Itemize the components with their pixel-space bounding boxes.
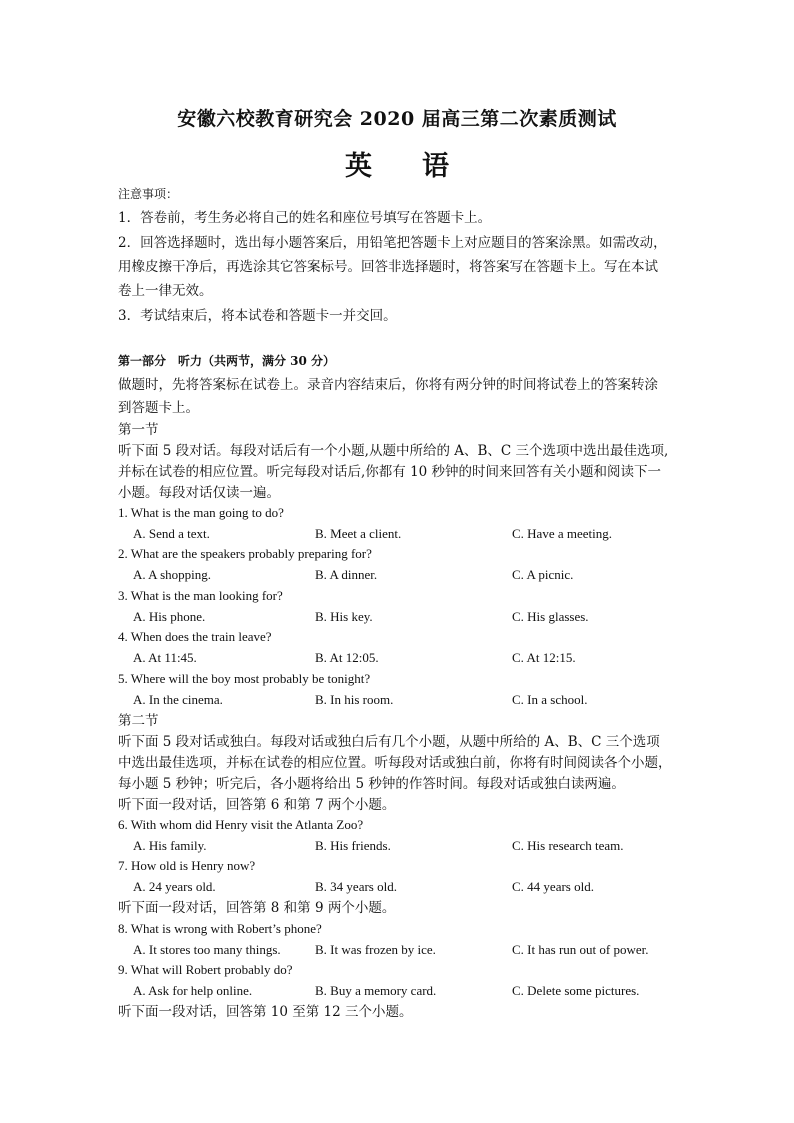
option-a: A. At 11:45. — [133, 650, 197, 665]
option-a: A. A shopping. — [133, 567, 212, 582]
section2-heading: 第二节 — [118, 713, 159, 729]
question-stem: 4. When does the train leave? — [118, 629, 272, 644]
section2-instructions: 听下面 5 段对话或独白。每段对话或独白后有几个小题，从题中所给的 A、B、C 三个选项 — [118, 734, 660, 750]
option-c: C. His research team. — [512, 838, 624, 853]
option-b: B. Buy a memory card. — [315, 983, 437, 998]
option-b: B. His key. — [315, 609, 373, 624]
note-item: 3．考试结束后，将本试卷和答题卡一并交回。 — [118, 308, 397, 324]
note-item: 2．回答选择题时，选出每小题答案后，用铅笔把答题卡上对应题目的答案涂黑。如需改动， — [118, 235, 667, 251]
dialog-instruction: 听下面一段对话，回答第 10 至第 12 三个小题。 — [118, 1004, 413, 1020]
option-a: A. His phone. — [133, 609, 206, 624]
dialog-instruction: 听下面一段对话，回答第 6 和第 7 两个小题。 — [118, 797, 396, 813]
section2-instructions: 中选出最佳选项，并标在试卷的相应位置。听每段对话或独白前，你将有时间阅读各个小题， — [118, 755, 672, 771]
option-a: A. It stores too many things. — [133, 942, 281, 957]
section2-instructions: 每小题 5 秒钟；听完后，各小题将给出 5 秒钟的作答时间。每段对话或独白读两遍。 — [118, 776, 625, 792]
note-item: 用橡皮擦干净后，再选涂其它答案标号。回答非选择题时，将答案写在答题卡上。写在本试 — [118, 259, 658, 275]
option-a: A. Ask for help online. — [133, 983, 253, 998]
option-c: C. A picnic. — [512, 567, 574, 582]
question-stem: 5. Where will the boy most probably be tonight? — [118, 671, 371, 686]
option-c: C. Have a meeting. — [512, 526, 612, 541]
option-c: C. Delete some pictures. — [512, 983, 640, 998]
option-b: B. A dinner. — [315, 567, 378, 582]
question-stem: 8. What is wrong with Robert’s phone? — [118, 921, 322, 936]
option-c: C. 44 years old. — [512, 879, 594, 894]
section1-heading: 第一节 — [118, 422, 159, 438]
question-stem: 1. What is the man going to do? — [118, 505, 284, 520]
option-b: B. In his room. — [315, 692, 394, 707]
dialog-instruction: 听下面一段对话，回答第 8 和第 9 两个小题。 — [118, 900, 396, 916]
part1-intro: 做题时，先将答案标在试卷上。录音内容结束后，你将有两分钟的时间将试卷上的答案转涂 — [118, 377, 658, 393]
section1-instructions: 并标在试卷的相应位置。听完每段对话后,你都有 10 秒钟的时间来回答有关小题和阅读下一 — [118, 464, 662, 480]
subject-title: 英语 — [345, 151, 499, 182]
question-stem: 6. With whom did Henry visit the Atlanta Zoo? — [118, 817, 364, 832]
exam-title: 安徽六校教育研究会 2020 届高三第二次素质测试 — [177, 108, 617, 130]
option-b: B. 34 years old. — [315, 879, 397, 894]
question-stem: 7. How old is Henry now? — [118, 858, 256, 873]
option-a: A. In the cinema. — [133, 692, 223, 707]
option-c: C. At 12:15. — [512, 650, 576, 665]
option-b: B. Meet a client. — [315, 526, 402, 541]
option-b: B. His friends. — [315, 838, 391, 853]
part1-heading: 第一部分 听力（共两节，满分 30 分） — [118, 354, 336, 368]
question-stem: 9. What will Robert probably do? — [118, 962, 293, 977]
note-item: 卷上一律无效。 — [118, 283, 213, 299]
notes-heading: 注意事项： — [118, 187, 179, 201]
note-item: 1．答卷前，考生务必将自己的姓名和座位号填写在答题卡上。 — [118, 210, 492, 226]
option-a: A. His family. — [133, 838, 207, 853]
option-c: C. It has run out of power. — [512, 942, 649, 957]
option-c: C. His glasses. — [512, 609, 589, 624]
option-a: A. Send a text. — [133, 526, 210, 541]
part1-intro: 到答题卡上。 — [118, 400, 199, 416]
option-b: B. It was frozen by ice. — [315, 942, 436, 957]
question-stem: 2. What are the speakers probably preparing for? — [118, 546, 372, 561]
option-b: B. At 12:05. — [315, 650, 379, 665]
option-c: C. In a school. — [512, 692, 588, 707]
section1-instructions: 听下面 5 段对话。每段对话后有一个小题,从题中所给的 A、B、C 三个选项中选出最佳选项, — [118, 443, 669, 459]
section1-instructions: 小题。每段对话仅读一遍。 — [118, 485, 280, 501]
question-stem: 3. What is the man looking for? — [118, 588, 283, 603]
option-a: A. 24 years old. — [133, 879, 216, 894]
